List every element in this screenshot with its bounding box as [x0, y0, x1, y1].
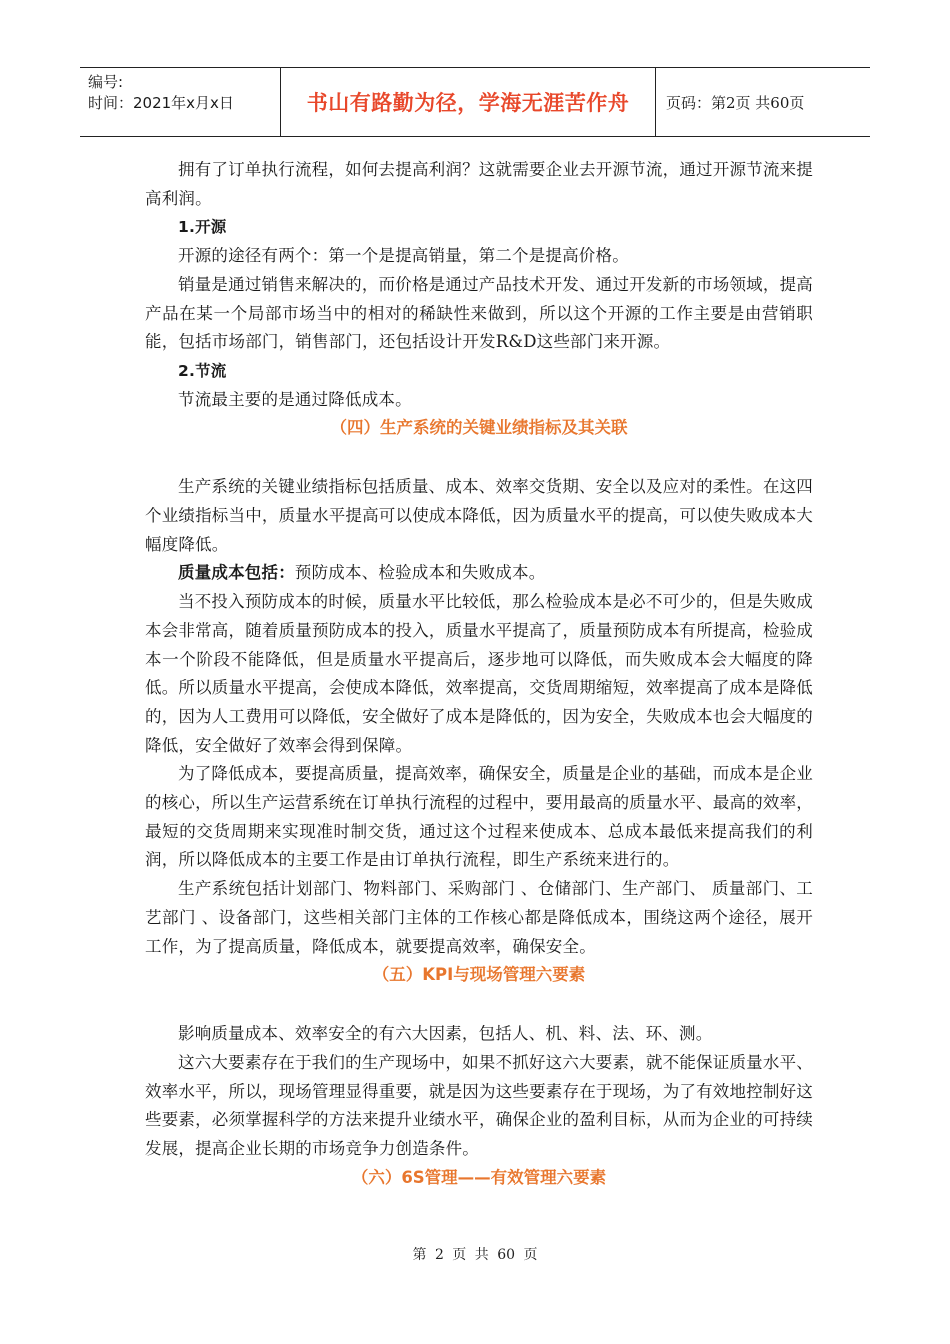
paragraph: 为了降低成本，要提高质量，提高效率，确保安全，质量是企业的基础，而成本是企业的核心，所以生产运营系统在订单执行流程的过程中，要用最高的质量水平、最高的效率，最短的交货周期来实现准时制交货，通过这个过程来使成本、总成本最低来提高我们的利润，所以降低成本的主要工作是由订单执行流程，即生产系统来进行的。: [145, 764, 813, 870]
paragraph: 生产系统包括计划部门、物料部门、采购部门 、仓储部门、生产部门、 质量部门、工艺部门 、设备部门，这些相关部门主体的工作核心都是降低成本，围绕这两个途径，展开工作，为了提高质量，降低成本，就要提高效率，确保安全。: [145, 879, 813, 956]
section-heading-4: （四）生产系统的关键业绩指标及其关联: [330, 418, 628, 438]
paragraph: 销量是通过销售来解决的，而价格是通过产品技术开发、通过开发新的市场领域，提高产品在某一个局部市场当中的相对的稀缺性来做到，所以这个开源的工作主要是由营销职能，包括市场部门，销售部门，还包括设计开发R&D这些部门来开源。: [145, 274, 813, 352]
section-heading-5: （五）KPI与现场管理六要素: [372, 965, 586, 985]
section-heading-6: （六）6S管理——有效管理六要素: [351, 1167, 607, 1187]
page-footer: 第 2 页 共 60 页: [412, 1247, 538, 1263]
document-number-label: 编号:: [88, 73, 124, 91]
paragraph-quality-cost: [145, 559, 813, 588]
document-date: 时间：2021年x月x日: [88, 94, 234, 112]
paragraph: 拥有了订单执行流程，如何去提高利润？这就需要企业去开源节流，通过开源节流来提高利润。: [145, 160, 813, 208]
document-body: [145, 156, 813, 1192]
paragraph: 当不投入预防成本的时候，质量水平比较低，那么检验成本是必不可少的，但是失败成本会非常高，随着质量预防成本的投入，质量水平提高了，质量预防成本有所提高，检验成本一个阶段不能降低，但是质量水平提高后，逐步地可以降低，而失败成本会大幅度的降低。所以质量水平提高，会使成本降低，效率提高，交货周期缩短，效率提高了成本是降低的，因为人工费用可以降低，安全做好了成本是降低的，因为安全，失败成本也会大幅度的降低，安全做好了效率会得到保障。: [145, 592, 813, 755]
page-header: [80, 67, 870, 137]
header-motto: 书山有路勤为径，学海无涯苦作舟: [281, 68, 656, 136]
subheading-open-source: 1.开源: [178, 218, 227, 237]
paragraph: 生产系统的关键业绩指标包括质量、成本、效率交货期、安全以及应对的柔性。在这四个业绩指标当中，质量水平提高可以使成本降低，因为质量水平的提高，可以使失败成本大幅度降低。: [145, 477, 813, 554]
quality-cost-label: 质量成本包括：: [178, 563, 295, 583]
paragraph: 影响质量成本、效率安全的有六大因素，包括人、机、料、法、环、测。: [178, 1024, 713, 1044]
paragraph: 开源的途径有两个：第一个是提高销量，第二个是提高价格。: [178, 246, 629, 266]
subheading-cost-saving: 2.节流: [178, 361, 227, 380]
paragraph: 这六大要素存在于我们的生产现场中，如果不抓好这六大要素，就不能保证质量水平、效率水平，所以，现场管理显得重要，就是因为这些要素存在于现场，为了有效地控制好这些要素，必须掌握科学的方法来提升业绩水平，确保企业的盈利目标，从而为企业的可持续发展，提高企业长期的市场竞争力创造条件。: [145, 1052, 813, 1159]
header-page-info: 页码：第2页 共60页: [666, 93, 805, 112]
header-meta: [80, 68, 281, 136]
quality-cost-text: 预防成本、检验成本和失败成本。: [294, 563, 546, 583]
paragraph: 节流最主要的是通过降低成本。: [178, 389, 412, 409]
